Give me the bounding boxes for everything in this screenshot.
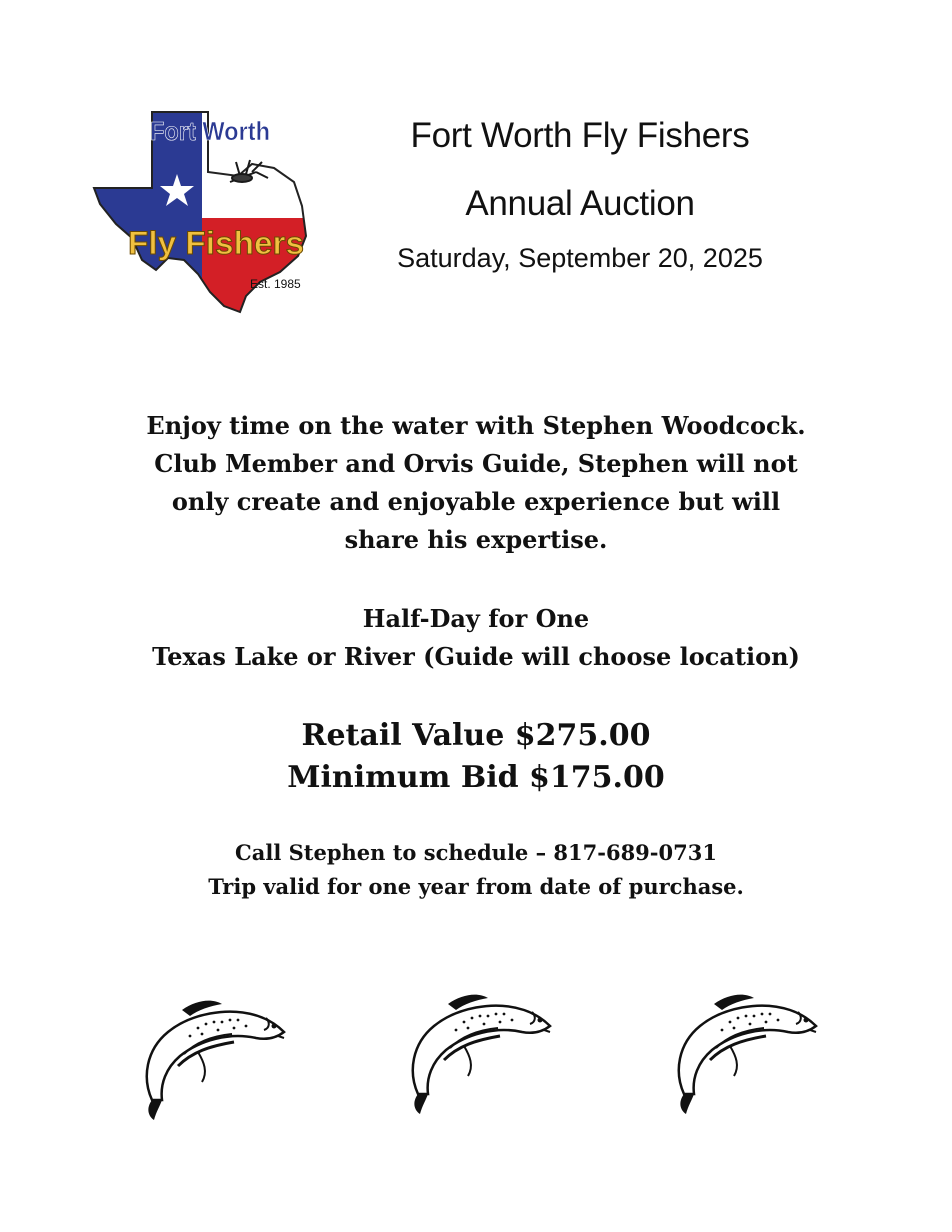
trip-details [0,600,952,676]
event-header [350,118,810,272]
trout-icon [404,986,554,1116]
description-line: Enjoy time on the water with Stephen Woodcock. [146,411,806,440]
pricing [0,715,952,799]
trip-duration: Half-Day for One [362,604,590,633]
organization-title: Fort Worth Fly Fishers [410,116,750,155]
club-logo [90,106,316,316]
event-date: Saturday, September 20, 2025 [397,243,763,273]
description-line: Club Member and Orvis Guide, Stephen will not [154,449,798,478]
minimum-bid: Minimum Bid $175.00 [287,760,665,795]
contact-phone: Call Stephen to schedule – 817-689-0731 [235,840,717,865]
trout-icon [138,992,288,1122]
contact-info [0,836,952,904]
event-title: Annual Auction [465,184,695,223]
trip-location: Texas Lake or River (Guide will choose location) [152,642,800,671]
description-line: share his expertise. [344,525,608,554]
description-line: only create and enjoyable experience but will [171,487,781,516]
logo-text-fort-worth: Fort Worth [150,116,270,146]
retail-value: Retail Value $275.00 [301,718,651,753]
logo-text-est: Est. 1985 [250,277,301,291]
trout-icon [670,986,820,1116]
auction-description [0,407,952,559]
logo-text-fly-fishers: Fly Fishers [128,225,304,261]
trip-validity: Trip valid for one year from date of purchase. [208,874,744,899]
